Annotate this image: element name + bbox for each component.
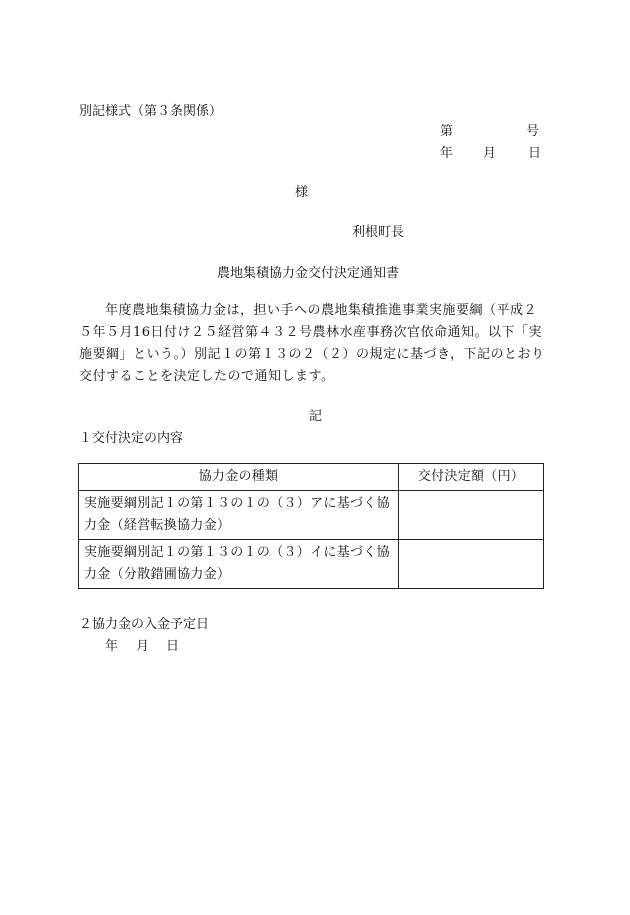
header-amount: 交付決定額（円）	[399, 464, 544, 491]
addressee-suffix: 様	[295, 185, 309, 200]
table-header-row	[79, 464, 544, 491]
decision-table	[78, 463, 544, 589]
section1-heading: １交付決定の内容	[79, 431, 184, 446]
date-month: 月	[483, 146, 497, 161]
table-row	[79, 491, 544, 540]
section2-heading: ２協力金の入金予定日	[79, 617, 210, 632]
document-title: 農地集積協力金交付決定通知書	[217, 266, 400, 281]
row1-type: 実施要綱別記１の第１３の１の（３）アに基づく協力金（経営転換協力金）	[79, 491, 399, 540]
payment-date-day: 日	[166, 639, 180, 654]
number-suffix: 号	[526, 124, 540, 139]
number-prefix: 第	[440, 124, 454, 139]
payment-date-year: 年	[105, 639, 119, 654]
form-label: 別記様式（第３条関係）	[79, 104, 223, 119]
date-year: 年	[440, 146, 454, 161]
table-row	[79, 540, 544, 589]
ki-marker: 記	[309, 409, 323, 424]
row2-type: 実施要綱別記１の第１３の１の（３）イに基づく協力金（分散錯圃協力金）	[79, 540, 399, 589]
row2-amount	[399, 540, 544, 589]
body-paragraph: 年度農地集積協力金は，担い手への農地集積推進事業実施要綱（平成２５年５月16日付け２５経営第４３２号農林水産事務次官依命通知。以下「実施要綱」という。）別記１の第１３の２（２）の規定に基づき，下記のとおり交付することを決定したので通知します。	[79, 303, 545, 384]
date-day: 日	[528, 146, 542, 161]
row1-amount	[399, 491, 544, 540]
header-type: 協力金の種類	[79, 464, 399, 491]
issuer: 利根町長	[352, 225, 405, 240]
payment-date-month: 月	[136, 639, 150, 654]
